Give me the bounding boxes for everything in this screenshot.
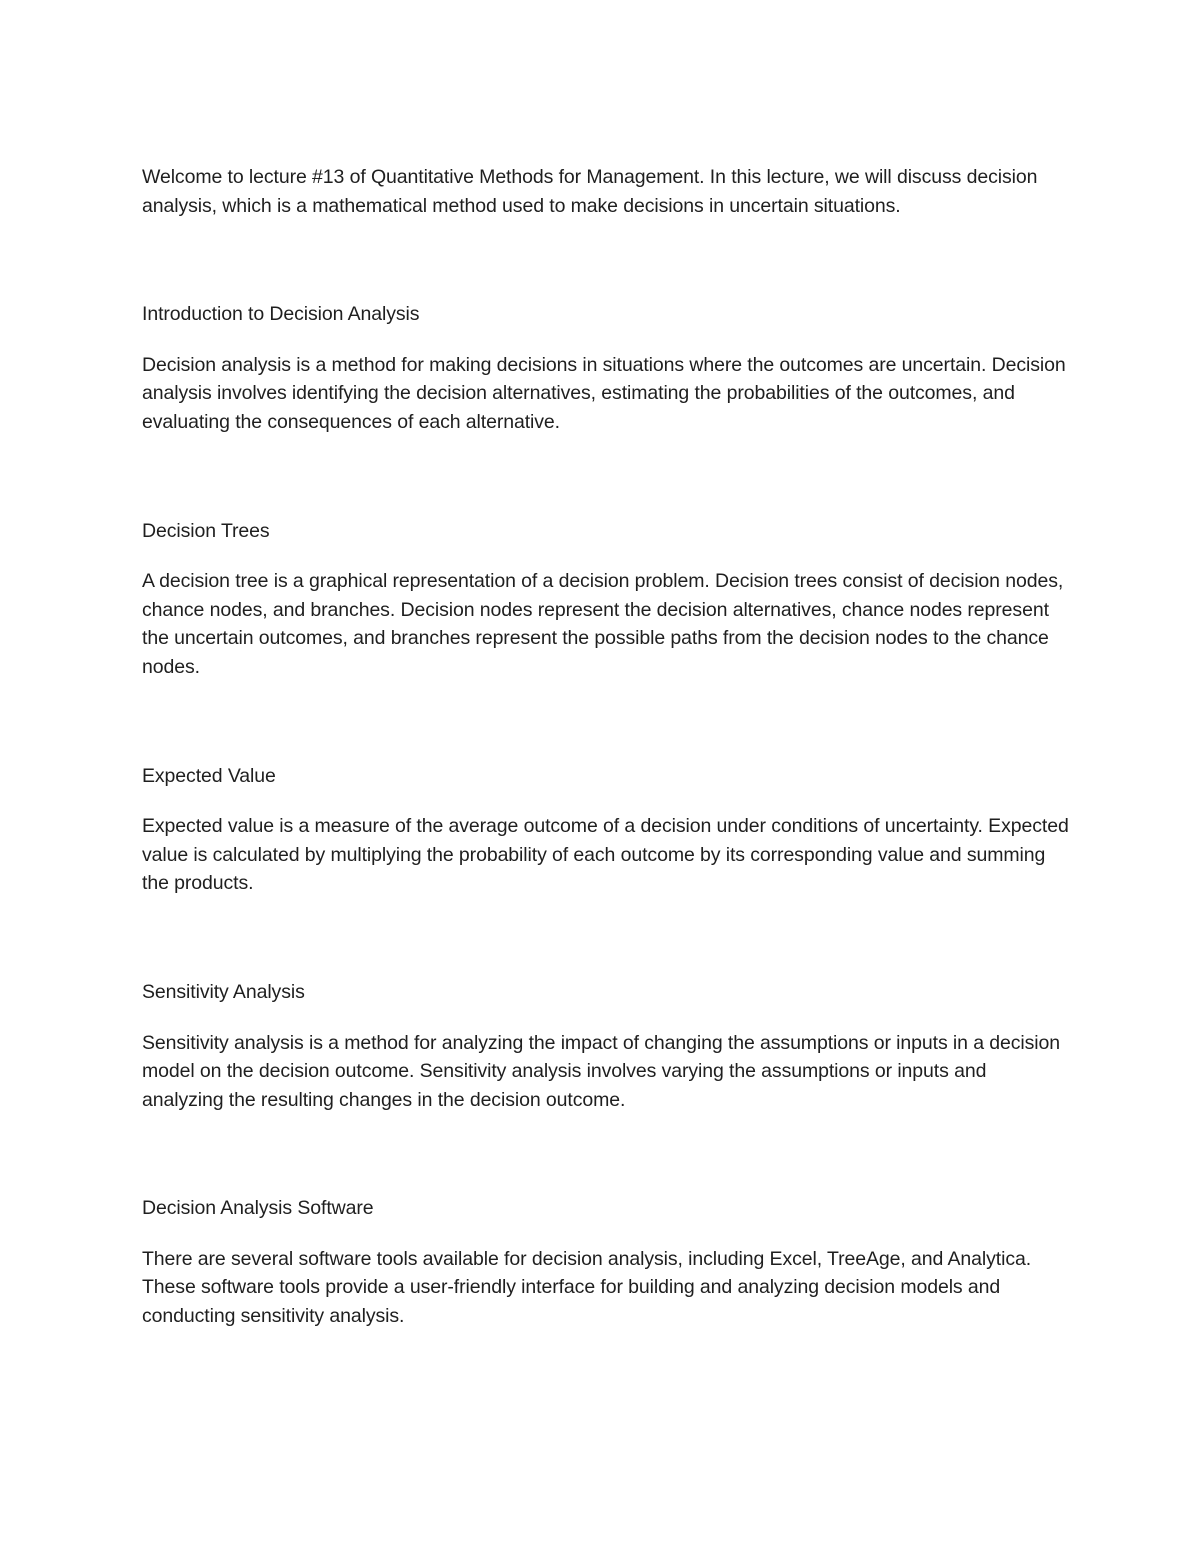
spacer	[142, 1007, 1072, 1029]
spacer	[142, 682, 1072, 762]
section-sensitivity-analysis	[142, 978, 1072, 1114]
spacer	[142, 1223, 1072, 1245]
section-decision-analysis-software	[142, 1194, 1072, 1330]
section-body: Expected value is a measure of the average outcome of a decision under conditions of uncertainty. Expected value is calculated by multiplying the probability of each outcome by its corresponding value and summing the products.	[142, 815, 1069, 895]
section-heading: Decision Analysis Software	[142, 1197, 374, 1220]
section-decision-trees	[142, 517, 1072, 682]
spacer	[142, 790, 1072, 812]
section-body: There are several software tools available for decision analysis, including Excel, TreeAge, and Analytica. These software tools provide a user-friendly interface for building and analyzing decision models and conducting sensitivity analysis.	[142, 1247, 1032, 1328]
section-heading: Sensitivity Analysis	[142, 980, 305, 1003]
section-expected-value	[142, 762, 1072, 898]
section-body: A decision tree is a graphical representation of a decision problem. Decision trees consist of decision nodes, chance nodes, and branches. Decision nodes represent the decision alternatives, chance nodes represent the uncertain outcomes, and branches represent the possible paths from the decision nodes to the chance nodes.	[142, 570, 1064, 678]
section-heading: Introduction to Decision Analysis	[142, 303, 420, 326]
spacer	[142, 1114, 1072, 1194]
intro-paragraph: Welcome to lecture #13 of Quantitative Methods for Management. In this lecture, we will discuss decision analysis, which is a mathematical method used to make decisions in uncertain situations.	[142, 166, 1038, 217]
spacer	[142, 437, 1072, 517]
section-heading: Expected Value	[142, 764, 276, 787]
spacer	[142, 220, 1072, 300]
section-introduction	[142, 300, 1072, 436]
section-body: Sensitivity analysis is a method for analyzing the impact of changing the assumptions or inputs in a decision model on the decision outcome. Sensitivity analysis involves varying the assumptions or inputs and analyzing the resulting changes in the decision outcome.	[142, 1031, 1061, 1111]
spacer	[142, 329, 1072, 351]
spacer	[142, 545, 1072, 567]
section-heading: Decision Trees	[142, 519, 270, 542]
section-body: Decision analysis is a method for making decisions in situations where the outcomes are uncertain. Decision analysis involves identifying the decision alternatives, estimating the probabilities of the outcomes, and evaluating the consequences of each alternative.	[142, 353, 1066, 433]
document-content	[142, 163, 1072, 1331]
spacer	[142, 898, 1072, 978]
